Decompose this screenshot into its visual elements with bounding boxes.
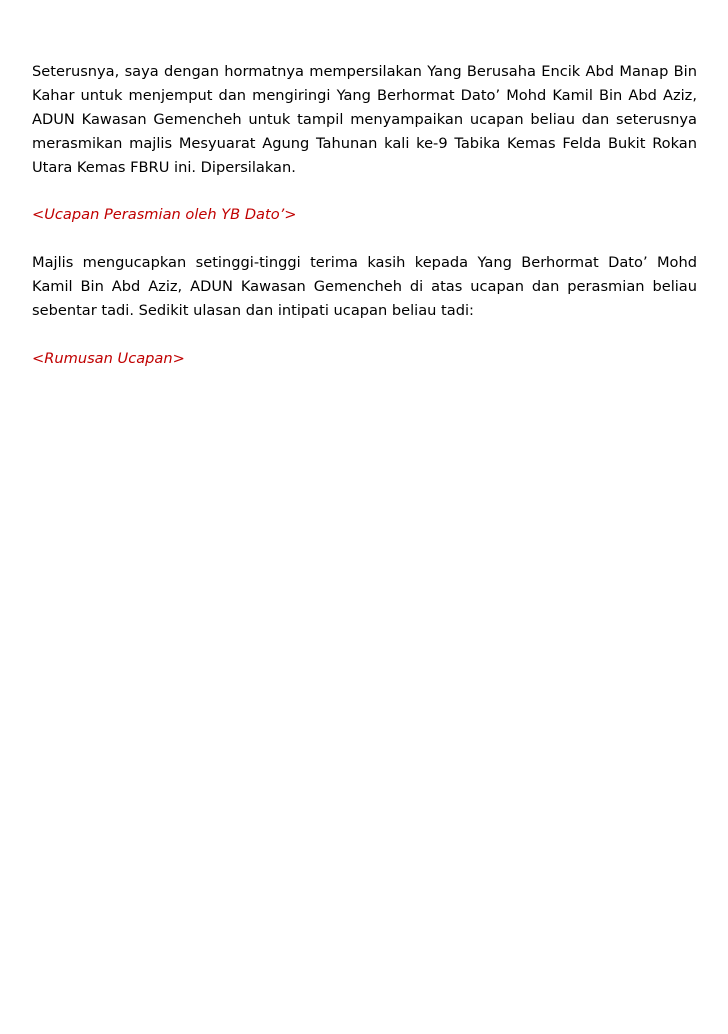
summary-directive: <Rumusan Ucapan> xyxy=(32,349,185,367)
paragraph-invitation: Seterusnya, saya dengan hormatnya mempersilakan Yang Berusaha Encik Abd Manap Bin Kahar untuk menjemput dan mengiringi Yang Berhormat Dato’ Mohd Kamil Bin Abd Aziz, ADUN Kawasan Gemencheh untuk tampil menyampaikan ucapan beliau dan seterusnya merasmikan majlis Mesyuarat Agung Tahunan kali ke-9 Tabika Kemas Felda Bukit Rokan Utara Kemas FBRU ini. Dipersilakan. xyxy=(32,63,697,176)
paragraph-spacer xyxy=(32,323,697,347)
paragraph-thanks: Majlis mengucapkan setinggi-tinggi terima kasih kepada Yang Berhormat Dato’ Mohd Kamil Bin Abd Aziz, ADUN Kawasan Gemencheh di atas ucapan dan perasmian beliau sebentar tadi. Sedikit ulasan dan intipati ucapan beliau tadi: xyxy=(32,254,697,320)
paragraph-spacer xyxy=(32,180,697,204)
speech-directive: <Ucapan Perasmian oleh YB Dato’> xyxy=(32,206,297,224)
document-page xyxy=(32,60,697,371)
paragraph-spacer xyxy=(32,227,697,251)
